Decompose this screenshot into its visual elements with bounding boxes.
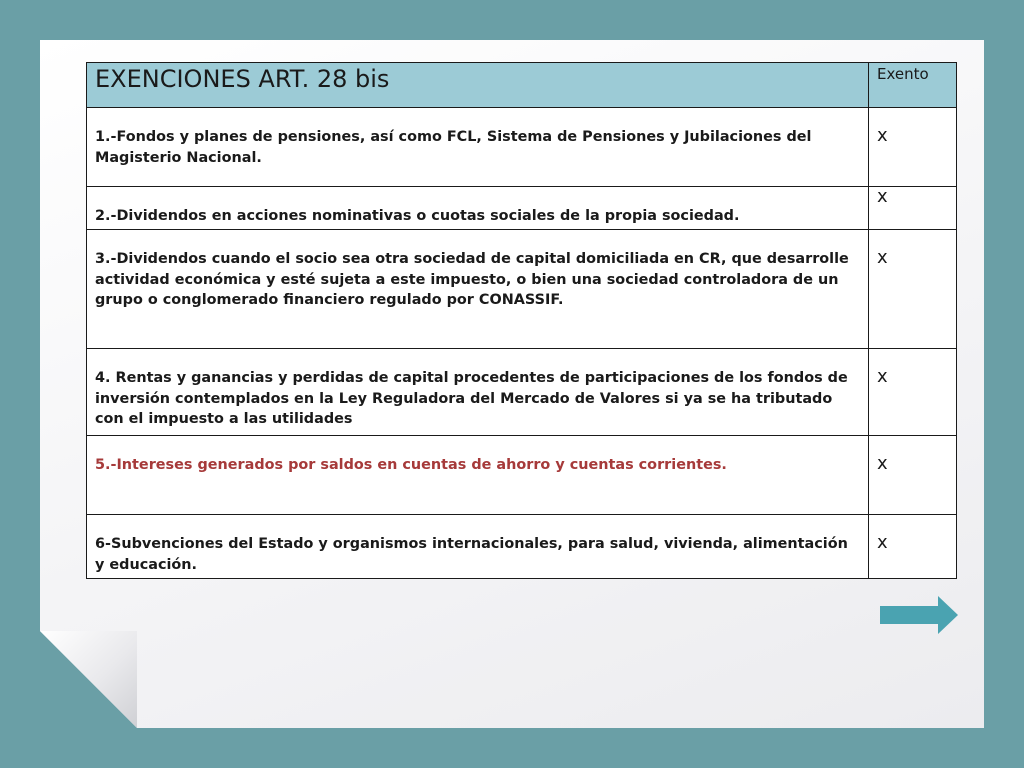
exemption-text-highlighted: 5.-Intereses generados por saldos en cuentas de ahorro y cuentas corrientes. [87,436,869,515]
exemptions-table [86,62,957,579]
exempt-mark: x [869,230,957,349]
table-title: EXENCIONES ART. 28 bis [87,63,869,108]
table-row [87,436,957,515]
table-row [87,349,957,436]
exemption-text: 2.-Dividendos en acciones nominativas o cuotas sociales de la propia sociedad. [87,187,869,230]
exempt-mark: x [869,108,957,187]
exempt-mark: x [869,515,957,579]
exemption-text: 1.-Fondos y planes de pensiones, así como FCL, Sistema de Pensiones y Jubilaciones del Magisterio Nacional. [87,108,869,187]
exemption-text: 4. Rentas y ganancias y perdidas de capital procedentes de participaciones de los fondos de inversión contemplados en la Ley Reguladora del Mercado de Valores si ya se ha tributado con el impuesto a las utilidades [87,349,869,436]
exempt-mark: x [869,349,957,436]
exemption-text: 3.-Dividendos cuando el socio sea otra sociedad de capital domiciliada en CR, que desarrolle actividad económica y esté sujeta a este impuesto, o bien una sociedad controladora de un grupo o conglomerado financiero regulado por CONASSIF. [87,230,869,349]
exempt-column-header: Exento [869,63,957,108]
table-row [87,108,957,187]
table-header-row [87,63,957,108]
table-row [87,187,957,230]
exempt-mark: x [869,187,957,230]
table-row [87,230,957,349]
table-row [87,515,957,579]
exemption-text: 6-Subvenciones del Estado y organismos internacionales, para salud, vivienda, alimentación y educación. [87,515,869,579]
exempt-mark: x [869,436,957,515]
page-curl-decoration [40,631,137,728]
right-arrow-icon [880,595,958,635]
next-slide-button[interactable] [880,595,958,635]
